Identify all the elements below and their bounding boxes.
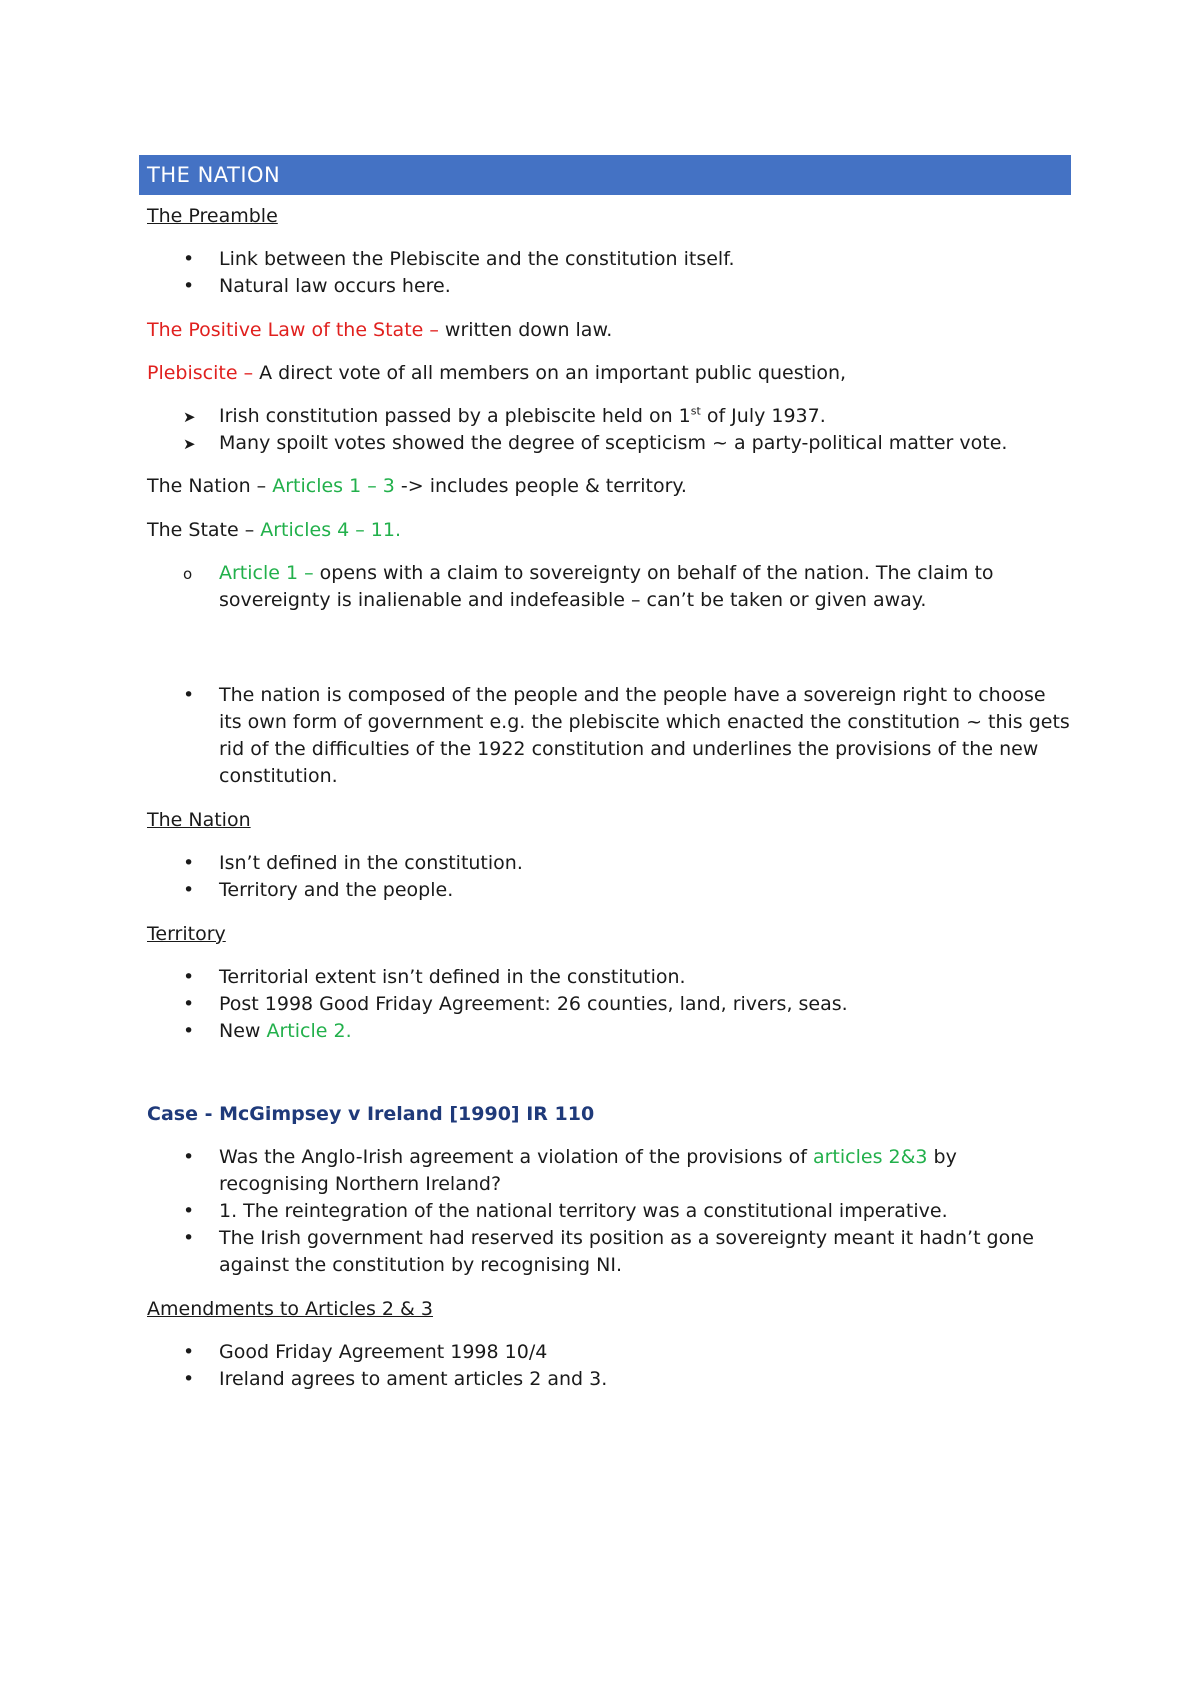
nation-heading: The Nation [147, 809, 251, 831]
list-item: • The nation is composed of the people and the people have a sovereign right to choose its own form of government e.g. the plebiscite which enacted the constitution ~ this gets rid of the difficulties of the 1922 constitution and underlines the provisions of the new constitution. [147, 682, 1071, 790]
list-item: • Post 1998 Good Friday Agreement: 26 counties, land, rivers, seas. [147, 991, 1071, 1018]
list-item: o Article 1 – opens with a claim to sovereignty on behalf of the nation. The claim to sovereignty is inalienable and indefeasible – can’t be taken or given away. [147, 560, 1071, 614]
amendments-heading: Amendments to Articles 2 & 3 [147, 1298, 434, 1320]
case-list [147, 1144, 1071, 1279]
state-articles-line: The State – Articles 4 – 11. [147, 519, 402, 541]
bullet-icon [183, 273, 203, 300]
list-item: • Was the Anglo-Irish agreement a violation of the provisions of articles 2&3 by recognising Northern Ireland? [147, 1144, 1071, 1198]
list-item: • Natural law occurs here. [147, 273, 1071, 300]
plebiscite-list [147, 403, 1071, 457]
preamble-list [147, 246, 1071, 300]
circle-bullet-icon [183, 560, 203, 588]
bullet-icon [183, 1225, 203, 1252]
list-item: • Good Friday Agreement 1998 10/4 [147, 1339, 1071, 1366]
territory-heading: Territory [147, 923, 226, 945]
list-item: ➤ Irish constitution passed by a plebiscite held on 1st of July 1937. [147, 403, 1071, 430]
bullet-icon [183, 991, 203, 1018]
article1-list [147, 560, 1071, 614]
territory-list [147, 964, 1071, 1045]
bullet-icon [183, 964, 203, 991]
bullet-icon [183, 1018, 203, 1045]
bullet-icon [183, 1366, 203, 1393]
plebiscite-line: Plebiscite – A direct vote of all members on an important public question, [147, 362, 847, 384]
arrow-bullet-icon [183, 403, 203, 431]
nation-list [147, 850, 1071, 904]
document-page [147, 155, 1071, 1393]
list-item: • Link between the Plebiscite and the constitution itself. [147, 246, 1071, 273]
list-item: • 1. The reintegration of the national territory was a constitutional imperative. [147, 1198, 1071, 1225]
list-item: • Territorial extent isn’t defined in the constitution. [147, 964, 1071, 991]
bullet-icon [183, 1198, 203, 1225]
list-item: • New Article 2. [147, 1018, 1071, 1045]
list-item: • The Irish government had reserved its position as a sovereignty meant it hadn’t gone against the constitution by recognising NI. [147, 1225, 1071, 1279]
list-item: • Territory and the people. [147, 877, 1071, 904]
positive-law-line: The Positive Law of the State – written down law. [147, 319, 613, 341]
arrow-bullet-icon [183, 430, 203, 458]
list-item: • Isn’t defined in the constitution. [147, 850, 1071, 877]
list-item: • Ireland agrees to ament articles 2 and 3. [147, 1366, 1071, 1393]
section-banner: THE NATION [139, 155, 1071, 195]
preamble-heading: The Preamble [147, 205, 278, 227]
bullet-icon [183, 877, 203, 904]
composed-list [147, 682, 1071, 790]
nation-articles-line: The Nation – Articles 1 – 3 -> includes people & territory. [147, 475, 687, 497]
bullet-icon [183, 682, 203, 709]
amendments-list [147, 1339, 1071, 1393]
list-item: ➤ Many spoilt votes showed the degree of scepticism ~ a party-political matter vote. [147, 430, 1071, 457]
bullet-icon [183, 850, 203, 877]
bullet-icon [183, 1339, 203, 1366]
bullet-icon [183, 246, 203, 273]
bullet-icon [183, 1144, 203, 1171]
case-heading: Case - McGimpsey v Ireland [1990] IR 110 [147, 1103, 595, 1125]
